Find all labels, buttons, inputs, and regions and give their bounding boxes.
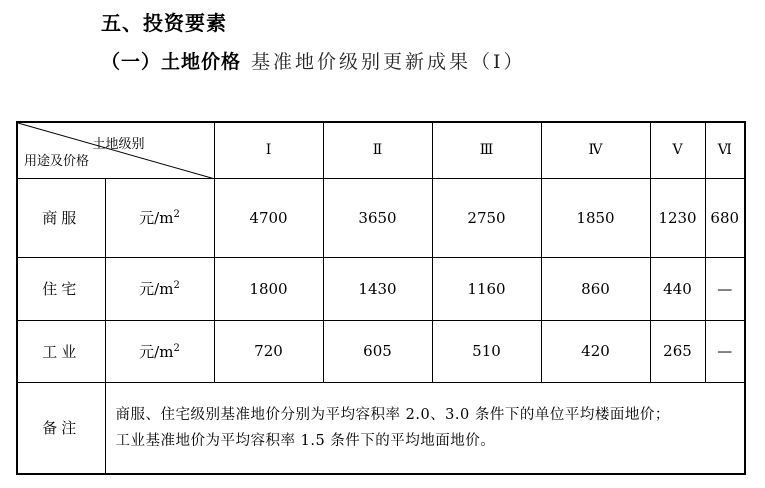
price-cell: — [705, 320, 745, 382]
table-row [17, 178, 745, 257]
unit-superscript: 2 [173, 342, 180, 354]
grade-axis-label: 土地级别 [92, 137, 145, 152]
price-cell: 1430 [323, 257, 432, 320]
grade-header-4: Ⅳ [541, 122, 650, 178]
note-cell [105, 382, 745, 474]
sub-title [101, 47, 526, 74]
unit-text: 元/m [139, 280, 174, 298]
price-cell: — [705, 257, 745, 320]
price-cell: 605 [323, 320, 432, 382]
unit-superscript: 2 [173, 280, 180, 291]
price-cell: 1230 [650, 178, 705, 257]
table-row [17, 257, 745, 320]
price-cell: 2750 [432, 178, 541, 257]
price-cell: 680 [705, 178, 745, 257]
use-commercial: 商服 [17, 178, 105, 257]
note-line: 商服、住宅级别基准地价分别为平均容积率 2.0、3.0 条件下的单位平均楼面地价； [115, 406, 670, 423]
section-title: 五、投资要素 [101, 11, 227, 35]
sub-title-light: 基准地价级别更新成果（Ⅰ） [251, 51, 526, 73]
price-cell: 720 [214, 320, 323, 382]
grade-header-5: Ⅴ [650, 122, 705, 178]
price-cell: 4700 [214, 178, 323, 257]
unit-text: 元/m [139, 342, 174, 361]
price-cell: 860 [541, 257, 650, 320]
note-label: 备注 [17, 382, 105, 474]
header-row [17, 122, 745, 178]
unit-cell [105, 320, 214, 382]
grade-header-3: Ⅲ [432, 122, 541, 178]
price-cell: 420 [541, 320, 650, 382]
grade-header-1: Ⅰ [214, 122, 323, 178]
price-cell: 1850 [541, 178, 650, 257]
unit-superscript: 2 [173, 209, 180, 220]
note-line: 工业基准地价为平均容积率 1.5 条件下的平均地面地价。 [115, 432, 496, 449]
note-row [17, 382, 745, 474]
price-cell: 510 [432, 320, 541, 382]
price-cell: 1160 [432, 257, 541, 320]
price-cell: 440 [650, 257, 705, 320]
unit-text: 元/m [139, 209, 174, 227]
grade-header-6: Ⅵ [705, 122, 745, 178]
use-residential: 住宅 [17, 257, 105, 320]
price-cell: 3650 [323, 178, 432, 257]
diagonal-header-cell [17, 122, 214, 178]
price-cell: 1800 [214, 257, 323, 320]
land-price-table [16, 121, 746, 475]
table-row [17, 320, 745, 382]
unit-cell [105, 257, 214, 320]
unit-cell [105, 178, 214, 257]
sub-title-bold: （一）土地价格 [101, 51, 242, 73]
grade-header-2: Ⅱ [323, 122, 432, 178]
use-industrial: 工业 [17, 320, 105, 382]
price-cell: 265 [650, 320, 705, 382]
use-axis-label: 用途及价格 [24, 153, 90, 169]
